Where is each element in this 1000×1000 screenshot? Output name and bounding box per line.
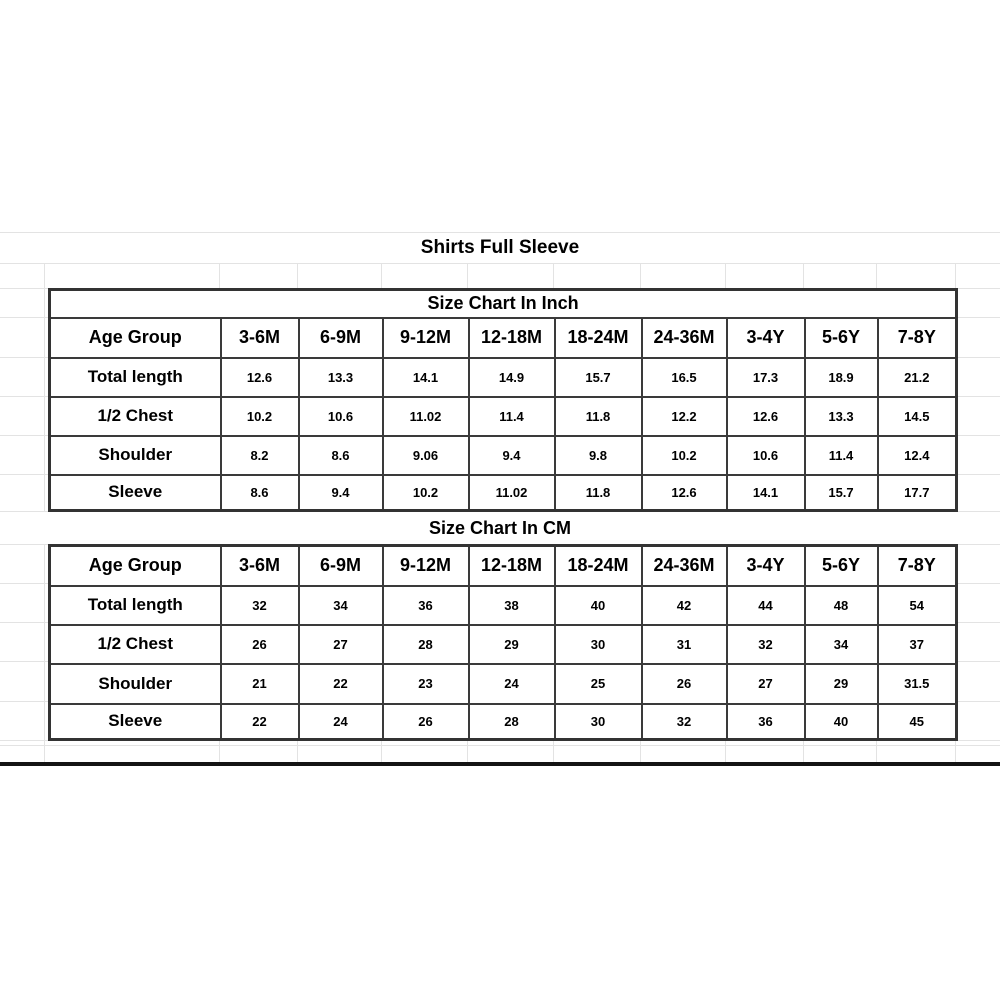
- gridline-vertical: [44, 544, 45, 763]
- size-value: 12.6: [727, 397, 805, 436]
- size-value: 13.3: [805, 397, 878, 436]
- size-value: 38: [469, 586, 555, 625]
- gridline-vertical: [803, 740, 804, 763]
- size-value: 11.02: [469, 475, 555, 511]
- gridline-vertical: [955, 740, 956, 763]
- column-header: 3-6M: [221, 318, 299, 358]
- column-header: 18-24M: [555, 546, 642, 586]
- size-value: 34: [805, 625, 878, 664]
- size-value: 32: [642, 704, 727, 740]
- table-row: [50, 704, 957, 740]
- bottom-divider-line: [0, 762, 1000, 766]
- table-row: [50, 436, 957, 475]
- gridline-vertical: [381, 740, 382, 763]
- size-value: 23: [383, 664, 469, 704]
- gridline-vertical: [876, 740, 877, 763]
- size-value: 12.4: [878, 436, 957, 475]
- gridline-vertical: [640, 263, 641, 288]
- size-value: 11.8: [555, 397, 642, 436]
- column-header: 5-6Y: [805, 318, 878, 358]
- size-value: 29: [469, 625, 555, 664]
- gridline-vertical: [219, 740, 220, 763]
- size-value: 40: [805, 704, 878, 740]
- gridline-vertical: [553, 740, 554, 763]
- size-value: 11.4: [805, 436, 878, 475]
- size-value: 31: [642, 625, 727, 664]
- column-header: 12-18M: [469, 546, 555, 586]
- column-header: 9-12M: [383, 318, 469, 358]
- size-value: 36: [727, 704, 805, 740]
- size-value: 24: [299, 704, 383, 740]
- row-label: Shoulder: [50, 664, 221, 704]
- size-chart-inch-table: [48, 288, 958, 512]
- table-row: [50, 397, 957, 436]
- gridline-vertical: [725, 740, 726, 763]
- size-value: 30: [555, 704, 642, 740]
- size-value: 14.1: [727, 475, 805, 511]
- column-header: 12-18M: [469, 318, 555, 358]
- size-value: 15.7: [555, 358, 642, 397]
- table-row: [50, 586, 957, 625]
- size-value: 36: [383, 586, 469, 625]
- age-group-header: Age Group: [50, 546, 221, 586]
- size-value: 10.2: [221, 397, 299, 436]
- size-value: 12.2: [642, 397, 727, 436]
- size-value: 26: [642, 664, 727, 704]
- size-value: 16.5: [642, 358, 727, 397]
- column-header: 6-9M: [299, 318, 383, 358]
- table-row: [50, 625, 957, 664]
- cm-table-title: Size Chart In CM: [428, 518, 571, 538]
- size-value: 34: [299, 586, 383, 625]
- gridline-vertical: [297, 740, 298, 763]
- size-value: 14.9: [469, 358, 555, 397]
- gridline-vertical: [44, 263, 45, 288]
- column-header: 3-4Y: [727, 318, 805, 358]
- sheet-title: Shirts Full Sleeve: [420, 237, 580, 258]
- table-row: [50, 664, 957, 704]
- size-value: 18.9: [805, 358, 878, 397]
- column-header: 7-8Y: [878, 318, 957, 358]
- size-value: 45: [878, 704, 957, 740]
- size-value: 26: [383, 704, 469, 740]
- size-value: 9.06: [383, 436, 469, 475]
- size-value: 11.8: [555, 475, 642, 511]
- column-header: 3-6M: [221, 546, 299, 586]
- row-label: 1/2 Chest: [50, 397, 221, 436]
- column-header: 18-24M: [555, 318, 642, 358]
- size-value: 29: [805, 664, 878, 704]
- size-value: 42: [642, 586, 727, 625]
- table-row: [50, 358, 957, 397]
- size-value: 26: [221, 625, 299, 664]
- size-value: 32: [727, 625, 805, 664]
- gridline-vertical: [725, 263, 726, 288]
- column-header: 5-6Y: [805, 546, 878, 586]
- table-title: Size Chart In Inch: [50, 290, 957, 318]
- size-value: 27: [727, 664, 805, 704]
- column-header: 24-36M: [642, 546, 727, 586]
- size-value: 28: [383, 625, 469, 664]
- size-value: 17.7: [878, 475, 957, 511]
- size-value: 54: [878, 586, 957, 625]
- row-label: Sleeve: [50, 475, 221, 511]
- size-value: 21.2: [878, 358, 957, 397]
- size-value: 27: [299, 625, 383, 664]
- gridline-vertical: [467, 263, 468, 288]
- size-value: 14.5: [878, 397, 957, 436]
- gridline-vertical: [553, 263, 554, 288]
- gridline-vertical: [381, 263, 382, 288]
- size-value: 17.3: [727, 358, 805, 397]
- size-value: 32: [221, 586, 299, 625]
- column-header: 9-12M: [383, 546, 469, 586]
- size-value: 10.2: [383, 475, 469, 511]
- size-value: 9.4: [299, 475, 383, 511]
- size-value: 13.3: [299, 358, 383, 397]
- age-group-header: Age Group: [50, 318, 221, 358]
- size-value: 10.6: [299, 397, 383, 436]
- size-value: 11.02: [383, 397, 469, 436]
- size-value: 31.5: [878, 664, 957, 704]
- size-value: 22: [299, 664, 383, 704]
- gridline-vertical: [219, 263, 220, 288]
- gridline-vertical: [44, 288, 45, 511]
- size-value: 14.1: [383, 358, 469, 397]
- gridline-horizontal: [0, 263, 1000, 264]
- size-value: 10.2: [642, 436, 727, 475]
- size-value: 28: [469, 704, 555, 740]
- row-label: Total length: [50, 586, 221, 625]
- size-value: 9.8: [555, 436, 642, 475]
- row-label: Shoulder: [50, 436, 221, 475]
- column-header: 7-8Y: [878, 546, 957, 586]
- column-header: 24-36M: [642, 318, 727, 358]
- size-value: 8.6: [221, 475, 299, 511]
- size-value: 10.6: [727, 436, 805, 475]
- column-header: 3-4Y: [727, 546, 805, 586]
- row-label: 1/2 Chest: [50, 625, 221, 664]
- gridline-vertical: [803, 263, 804, 288]
- column-header: 6-9M: [299, 546, 383, 586]
- size-value: 48: [805, 586, 878, 625]
- size-chart-cm-table: [48, 544, 958, 741]
- size-value: 44: [727, 586, 805, 625]
- size-value: 24: [469, 664, 555, 704]
- row-label: Sleeve: [50, 704, 221, 740]
- size-value: 8.2: [221, 436, 299, 475]
- size-value: 40: [555, 586, 642, 625]
- size-value: 9.4: [469, 436, 555, 475]
- row-label: Total length: [50, 358, 221, 397]
- gridline-vertical: [467, 740, 468, 763]
- gridline-vertical: [297, 263, 298, 288]
- table-row: [50, 475, 957, 511]
- size-value: 21: [221, 664, 299, 704]
- gridline-vertical: [955, 263, 956, 288]
- gridline-vertical: [640, 740, 641, 763]
- size-value: 30: [555, 625, 642, 664]
- size-value: 8.6: [299, 436, 383, 475]
- size-value: 22: [221, 704, 299, 740]
- size-value: 12.6: [642, 475, 727, 511]
- size-value: 37: [878, 625, 957, 664]
- size-value: 11.4: [469, 397, 555, 436]
- size-value: 15.7: [805, 475, 878, 511]
- gridline-horizontal: [0, 745, 1000, 746]
- gridline-vertical: [876, 263, 877, 288]
- size-value: 12.6: [221, 358, 299, 397]
- size-value: 25: [555, 664, 642, 704]
